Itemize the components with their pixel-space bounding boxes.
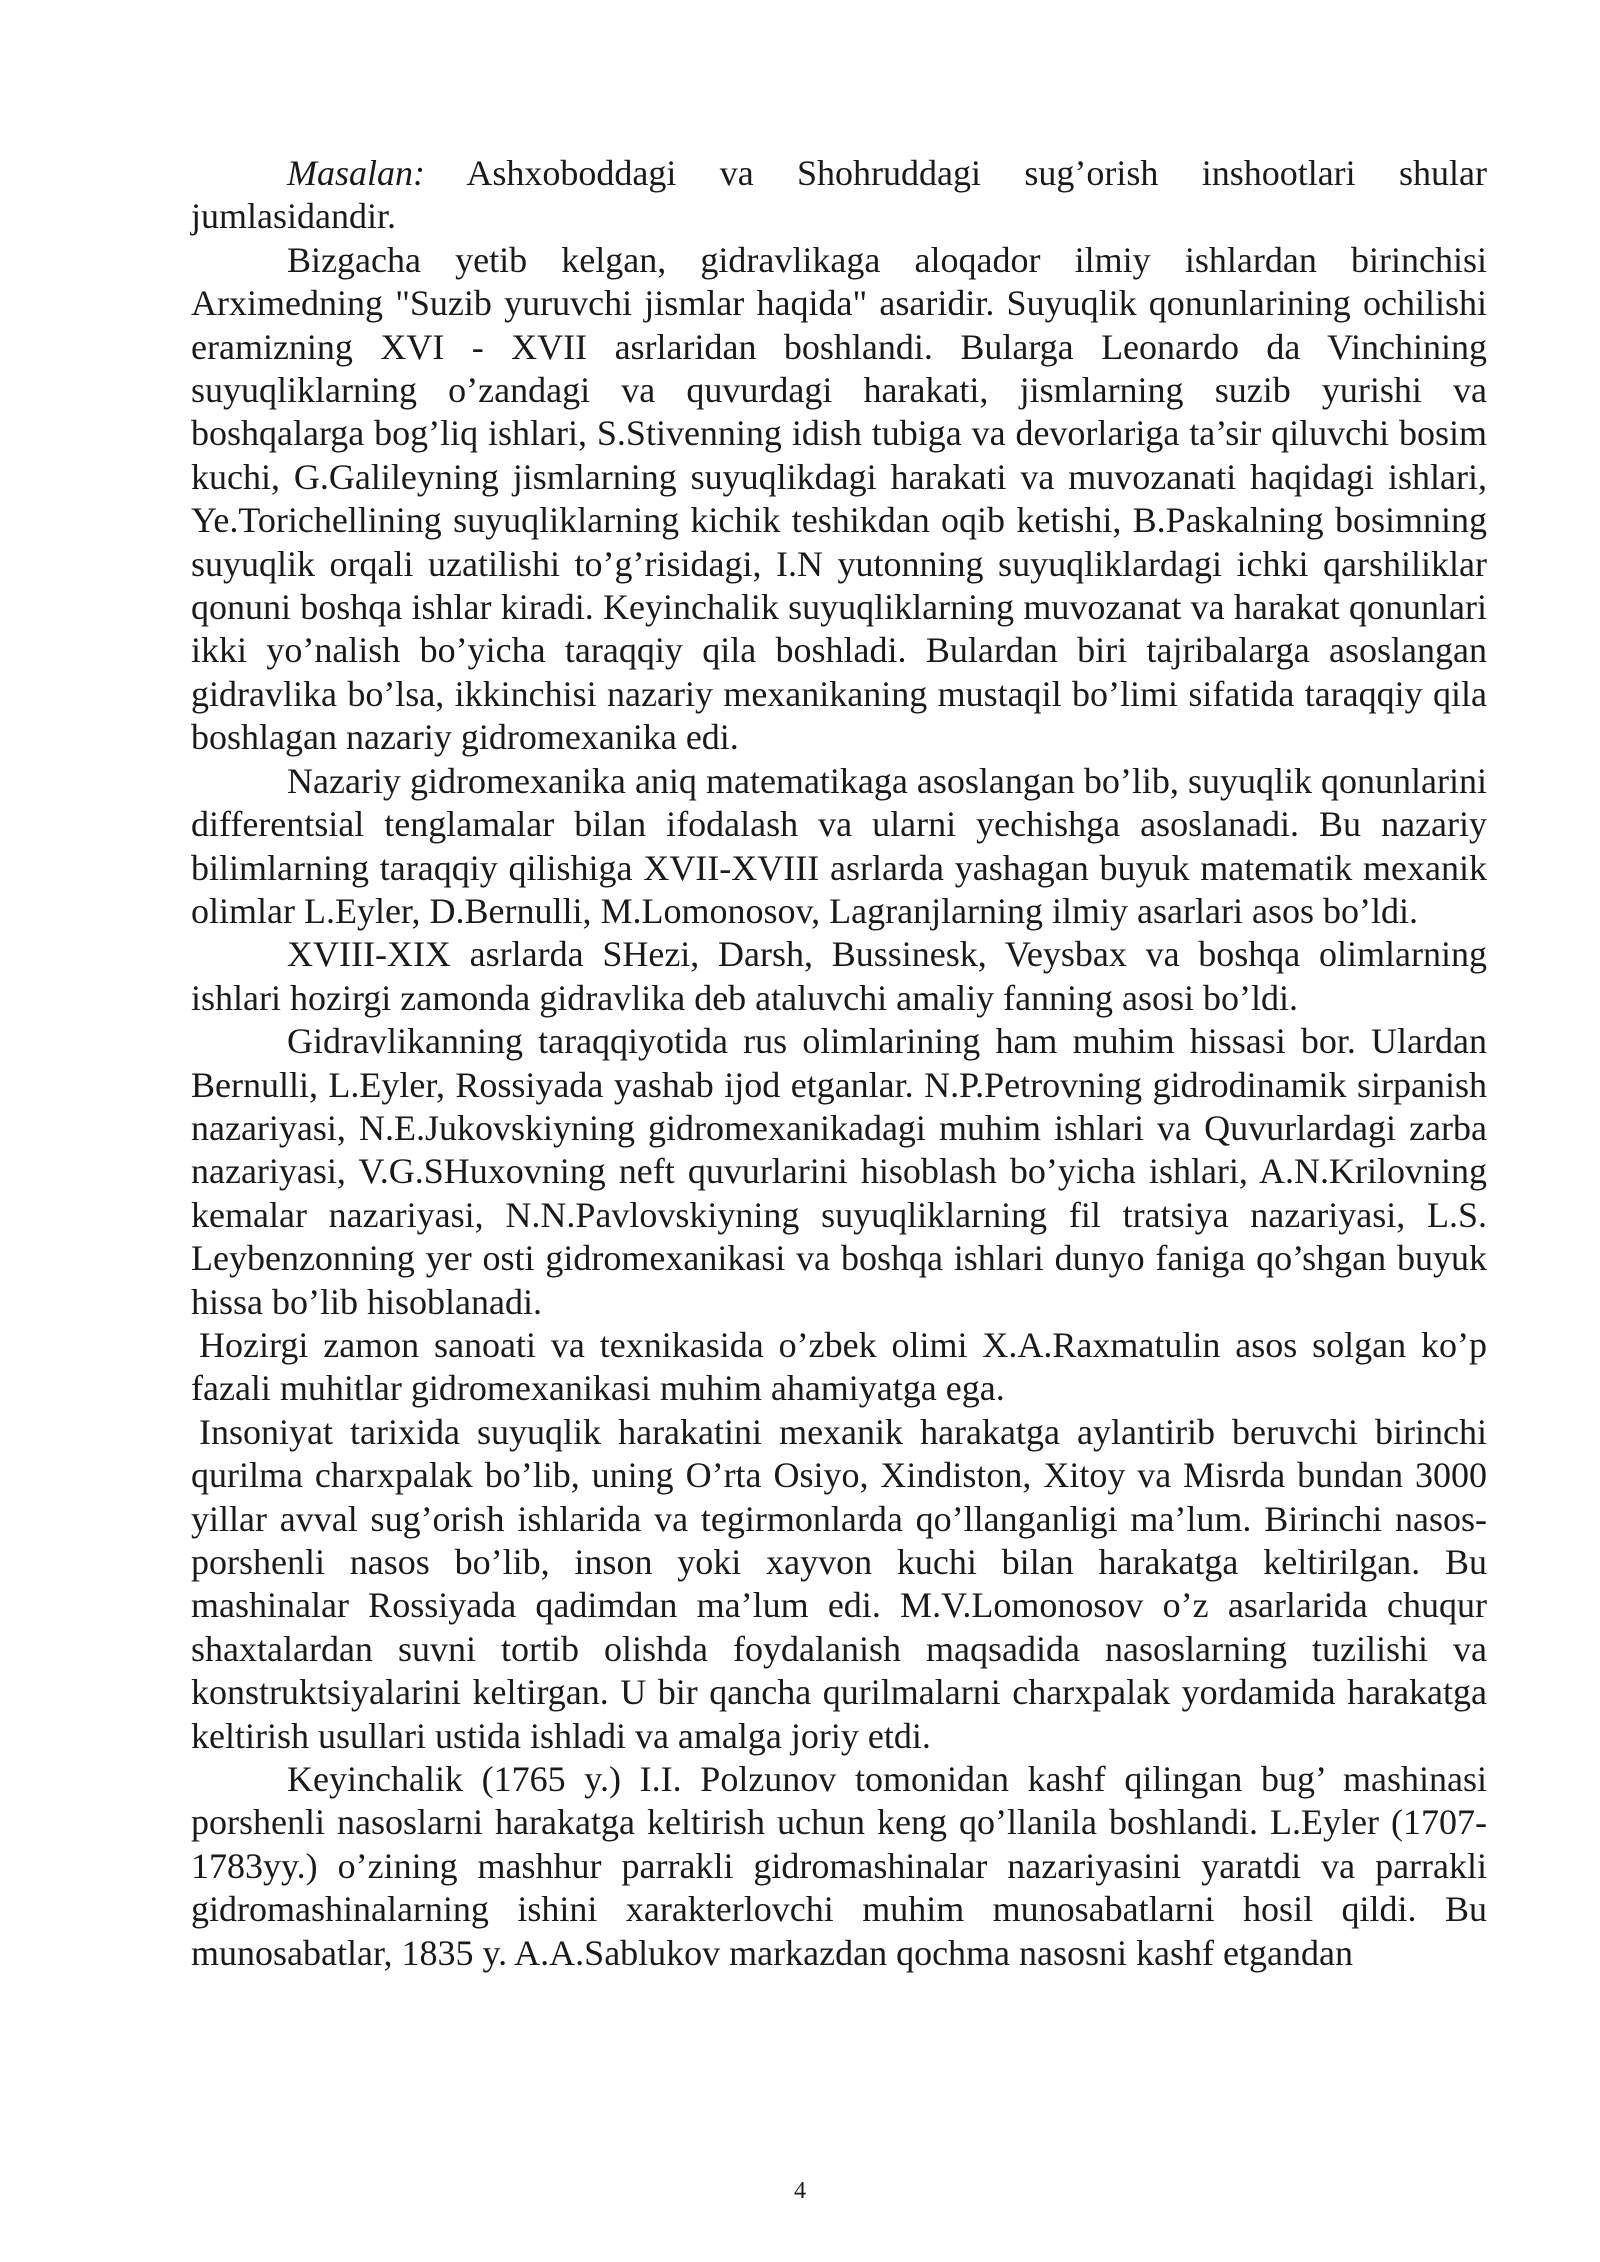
- paragraph-7: Insoniyat tarixida suyuqlik harakatini mexanik harakatga aylantirib beruvchi birinchi qurilma charxpalak bo’lib, uning O’rta Osiyo, Xindiston, Xitoy va Misrda bundan 3000 yillar avval sug’orish ishlarida va tegirmonlarda qo’llanganligi ma’lum. Birinchi nasos-porshenli nasos bo’lib, inson yoki xayvon kuchi bilan harakatga keltirilgan. Bu mashinalar Rossiyada qadimdan ma’lum edi. M.V.Lomonosov o’z asarlarida chuqur shaxtalardan suvni tortib olishda foydalanish maqsadida nasoslarning tuzilishi va konstruktsiyalarini keltirgan. U bir qancha qurilmalarni charxpalak yordamida harakatga keltirish usullari ustida ishladi va amalga joriy etdi.: [191, 1411, 1487, 1756]
- paragraph-3: Nazariy gidromexanika aniq matematikaga asoslangan bo’lib, suyuqlik qonunlarini differentsial tenglamalar bilan ifodalash va ularni yechishga asoslanadi. Bu nazariy bilimlarning taraqqiy qilishiga XVII-XVIII asrlarda yashagan buyuk matematik mexanik olimlar L.Eyler, D.Bernulli, M.Lomonosov, Lagranjlarning ilmiy asarlari asos bo’ldi.: [191, 760, 1487, 931]
- page-number: 4: [794, 2178, 806, 2204]
- paragraph-6: Hozirgi zamon sanoati va texnikasida o’zbek olimi X.A.Raxmatulin asos solgan ko’p fazali muhitlar gidromexanikasi muhim ahamiyatga ega.: [191, 1324, 1487, 1409]
- paragraph-1: [191, 152, 1487, 239]
- paragraph-8: Keyinchalik (1765 y.) I.I. Polzunov tomonidan kashf qilingan bug’ mashinasi porshenli nasoslarni harakatga keltirish uchun keng qo’llanila boshlandi. L.Eyler (1707-1783yy.) o’zining mashhur parrakli gidromashinalar nazariyasini yaratdi va parrakli gidromashinalarning ishini xarakterlovchi muhim munosabatlarni hosil qildi. Bu munosabatlar, 1835 y. A.A.Sablukov markazdan qochma nasosni kashf etgandan: [191, 1759, 1487, 1973]
- paragraph-2: Bizgacha yetib kelgan, gidravlikaga aloqador ilmiy ishlardan birinchisi Arximedning "Suzib yuruvchi jismlar haqida" asaridir. Suyuqlik qonunlarining ochilishi eramizning XVI - XVII asrlaridan boshlandi. Bularga Leonardo da Vinchining suyuqliklarning o’zandagi va quvurdagi harakati, jismlarning suzib yurishi va boshqalarga bog’liq ishlari, S.Stivenning idish tubiga va devorlariga ta’sir qiluvchi bosim kuchi, G.Galileyning jismlarning suyuqlikdagi harakati va muvozanati haqidagi ishlari, Ye.Torichellining suyuqliklarning kichik teshikdan oqib ketishi, B.Paskalning bosimning suyuqlik orqali uzatilishi to’g’risidagi, I.N yutonning suyuqliklardagi ichki qarshiliklar qonuni boshqa ishlar kiradi. Keyinchalik suyuqliklarning muvozanat va harakat qonunlari ikki yo’nalish bo’yicha taraqqiy qila boshladi. Bulardan biri tajribalarga asoslangan gidravlika bo’lsa, ikkinchisi nazariy mexanikaning mustaqil bo’limi sifatida taraqqiy qila boshlagan nazariy gidromexanika edi.: [191, 239, 1487, 758]
- body-text: [191, 152, 1487, 1975]
- paragraph-lead: Masalan:: [287, 153, 425, 193]
- paragraph-4: XVIII-XIX asrlarda SHezi, Darsh, Bussinesk, Veysbax va boshqa olimlarning ishlari hozirgi zamonda gidravlika deb ataluvchi amaliy fanning asosi bo’ldi.: [191, 934, 1487, 1018]
- paragraph-text: Ashxoboddagi va Shohruddagi sug’orish inshootlari shular jumlasidandir.: [191, 153, 1487, 237]
- paragraph-5: Gidravlikanning taraqqiyotida rus olimlarining ham muhim hissasi bor. Ulardan Bernulli, L.Eyler, Rossiyada yashab ijod etganlar. N.P.Petrovning gidrodinamik sirpanish nazariyasi, N.E.Jukovskiyning gidromexanikadagi muhim ishlari va Quvurlardagi zarba nazariyasi, V.G.SHuxovning neft quvurlarini hisoblash bo’yicha ishlari, A.N.Krilovning kemalar nazariyasi, N.N.Pavlovskiyning suyuqliklarning fil tratsiya nazariyasi, L.S. Leybenzonning yer osti gidromexanikasi va boshqa ishlari dunyo faniga qo’shgan buyuk hissa bo’lib hisoblanadi.: [191, 1021, 1487, 1322]
